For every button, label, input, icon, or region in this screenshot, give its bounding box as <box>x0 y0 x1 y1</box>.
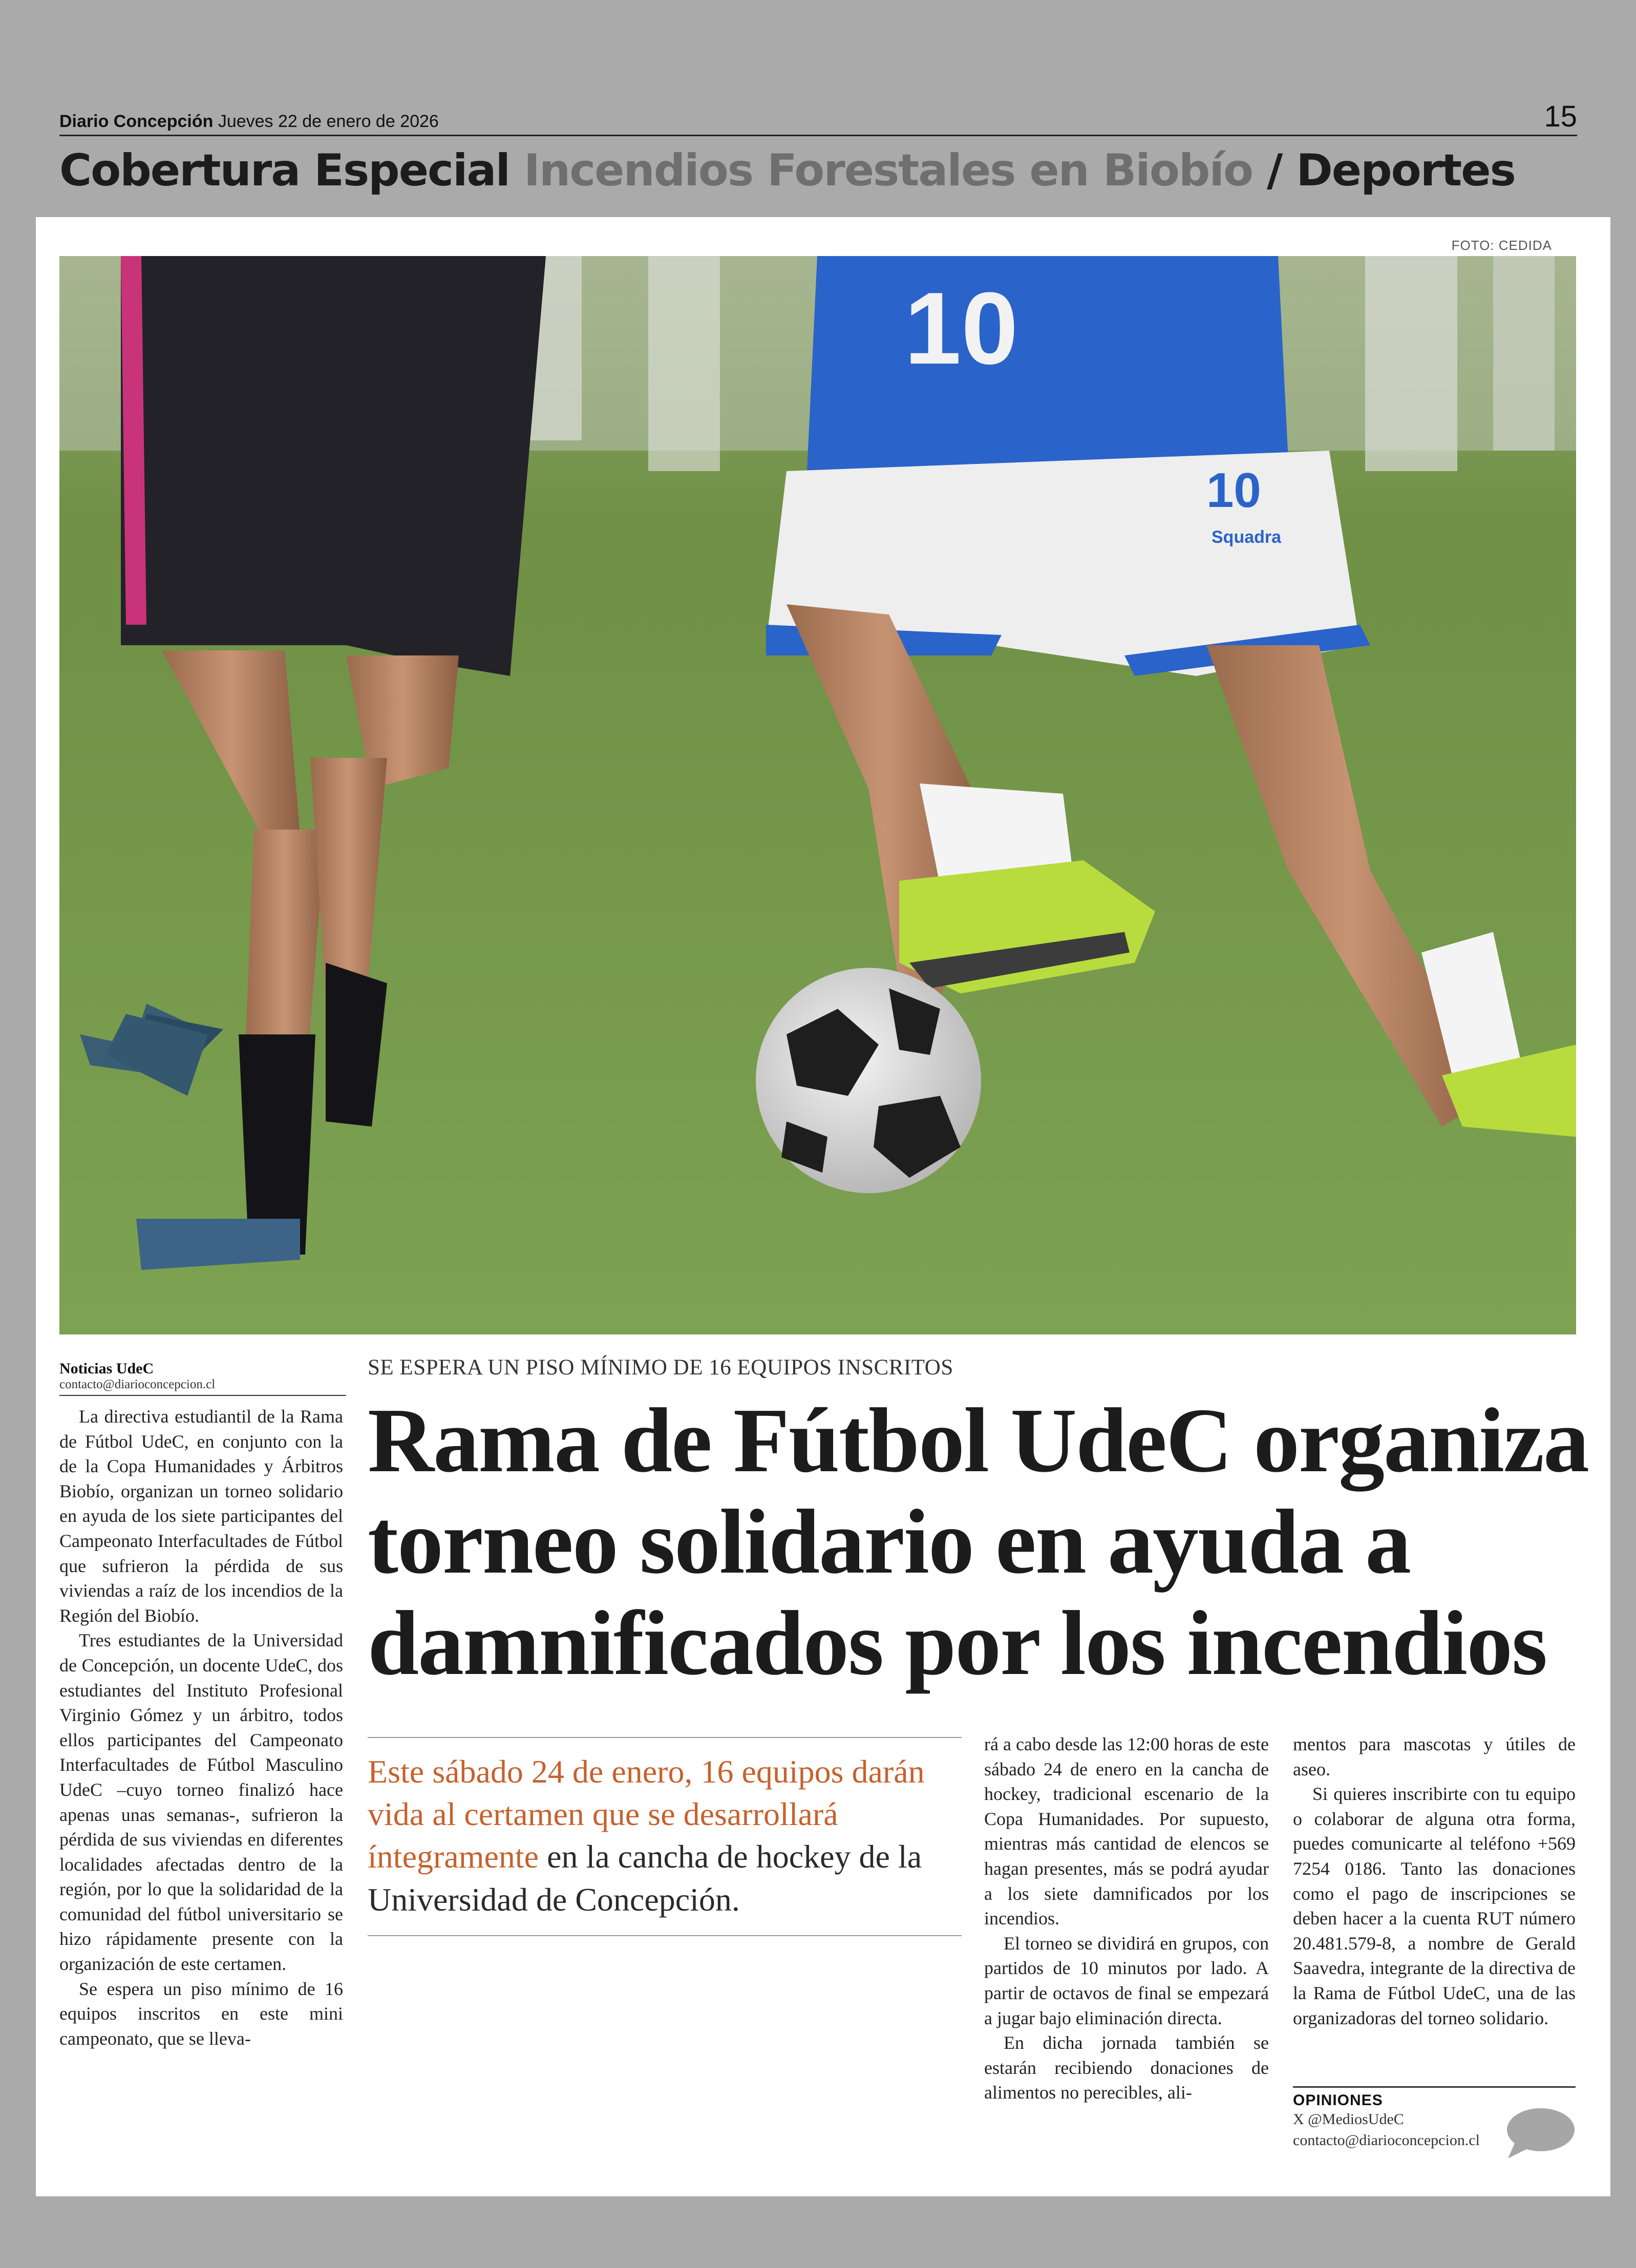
body-paragraph: El torneo se dividirá en grupos, con partidos de 10 minutos por lado. A partir de octavos de final se empezará a jugar bajo eliminación directa. <box>984 1933 1269 2028</box>
body-paragraph: Se espera un piso mínimo de 16 equipos inscritos en este mini campeonato, que se lleva- <box>59 1978 343 2049</box>
body-column-3 <box>984 1732 1269 2105</box>
shorts-number: 10 <box>1206 463 1261 518</box>
article-page <box>36 217 1610 2196</box>
opinions-email[interactable]: contacto@diarioconcepcion.cl <box>1293 2131 1480 2149</box>
headline-line-3: damnificados por los incendios <box>368 1592 1547 1694</box>
section-title: Cobertura Especial <box>59 145 510 196</box>
lead-rest: en la cancha de hockey de la Universidad de Concepción. <box>368 1838 922 1918</box>
section-subtitle: Incendios Forestales en Biobío <box>523 145 1253 196</box>
body-column-1 <box>59 1404 343 2051</box>
jersey-number: 10 <box>904 271 1018 386</box>
football-photo-illustration <box>59 256 1576 1334</box>
opinions-title: OPINIONES <box>1293 2092 1383 2109</box>
masthead-top-line <box>59 100 1577 136</box>
article-headline <box>368 1390 1586 1694</box>
masthead <box>59 100 1577 195</box>
page-number: 15 <box>1544 100 1577 133</box>
opinions-x-handle[interactable]: X @MediosUdeC <box>1293 2111 1404 2128</box>
body-paragraph: La directiva estudiantil de la Rama de Fútbol UdeC, en conjunto con la de la Copa Humanidades y Árbitros Biobío, organizan un torneo solidario en ayuda de los siete participantes del Campeonato Interfacultades de Fútbol que sufrieron la pérdida de sus viviendas a raíz de los incendios de la Región del Biobío. <box>59 1406 343 1626</box>
article-kicker: SE ESPERA UN PISO MÍNIMO DE 16 EQUIPOS INSCRITOS <box>368 1355 953 1380</box>
byline <box>59 1360 346 1396</box>
section-separator: / <box>1267 145 1282 196</box>
headline-line-2 <box>368 1491 1586 1593</box>
body-paragraph: mentos para mascotas y útiles de aseo. <box>1293 1734 1576 1779</box>
byline-email: contacto@diarioconcepcion.cl <box>59 1377 216 1391</box>
body-column-4 <box>1293 1732 1576 2030</box>
article-photo <box>59 256 1576 1334</box>
section-header <box>59 146 1577 195</box>
opinions-box <box>1293 2086 1576 2151</box>
body-paragraph: rá a cabo desde las 12:00 horas de este sábado 24 de enero en la cancha de hockey, tradicional escenario de la Copa Humanidades. Por supuesto, mientras más cantidad de elencos se hagan presentes, más se podrá ayudar a los siete damnificados por los incendios. <box>984 1734 1269 1929</box>
masthead-dateline <box>59 112 439 132</box>
lead-highlight: Este sábado 24 de enero, 16 equipos darán vida al certamen que se desarrollará íntegramente <box>368 1753 925 1875</box>
headline-bold-phrase: torneo solidario <box>368 1491 973 1593</box>
body-paragraph: Si quieres inscribirte con tu equipo o colaborar de alguna otra forma, puedes comunicarte al teléfono +569 7254 0186. Tanto las donaciones como el pago de inscripciones se deben hacer a la cuenta RUT número 20.481.579-8, a nombre de Gerald Saavedra, integrante de la directiva de la Rama de Fútbol UdeC, una de las organizadoras del torneo solidario. <box>1293 1784 1576 2028</box>
section-category: Deportes <box>1296 145 1515 196</box>
speech-bubble-icon <box>1504 2105 1576 2161</box>
photo-credit: FOTO: CEDIDA <box>1451 238 1552 253</box>
body-paragraph: En dicha jornada también se estarán recibiendo donaciones de alimentos no perecibles, ali- <box>984 2032 1269 2103</box>
headline-line-2-rest: en ayuda a <box>995 1491 1411 1593</box>
byline-author: Noticias UdeC <box>59 1360 154 1377</box>
paper-name: Diario Concepción <box>59 112 214 131</box>
shorts-brand: Squadra <box>1212 527 1282 547</box>
headline-line-1: Rama de Fútbol UdeC organiza <box>368 1389 1588 1491</box>
issue-date: Jueves 22 de enero de 2026 <box>218 112 439 131</box>
body-paragraph: Tres estudiantes de la Universidad de Concepción, un docente UdeC, dos estudiantes del Instituto Profesional Virginio Gómez y un árbitro, todos ellos participantes del Campeonato Interfacultades de Fútbol Masculino UdeC –cuyo torneo finalizó hace apenas unas semanas-, sufrieron la pérdida de sus viviendas en diferentes localidades afectadas dentro de la región, por lo que la solidaridad de la comunidad del fútbol universitario se hizo rápidamente presente con la organización de este certamen. <box>59 1630 343 1975</box>
article-lead <box>368 1737 962 1936</box>
